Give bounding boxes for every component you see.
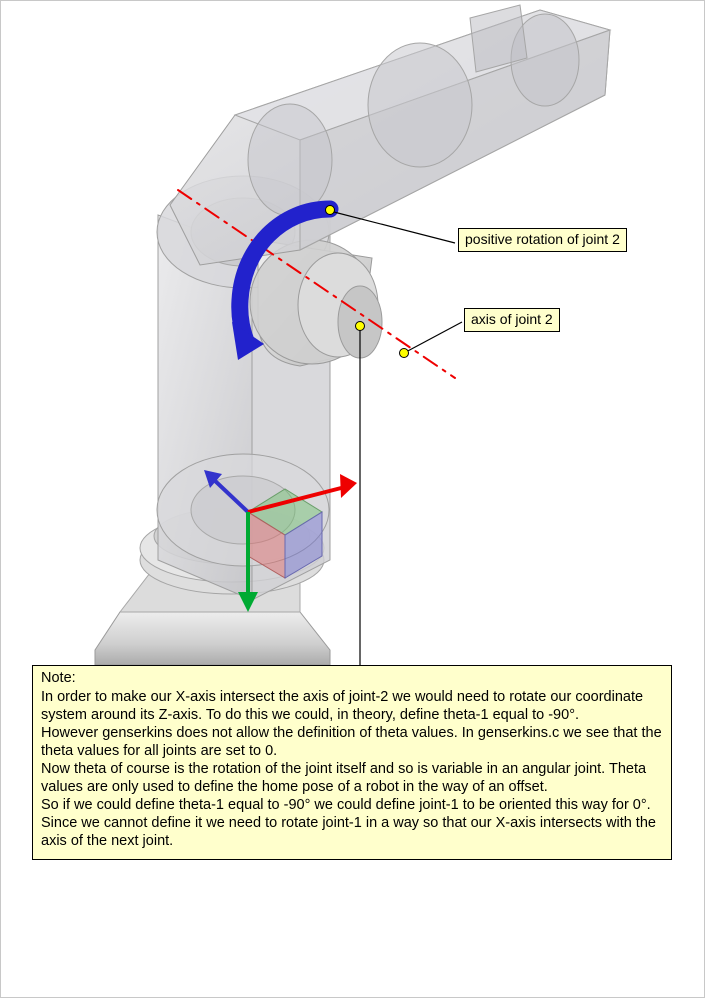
note-paragraph-1: In order to make our X-axis intersect the axis of joint-2 we would need to rotate our coordinate system around its Z-axis. To do this we could, in theory, define theta-1 equal to -90°. <box>41 688 644 723</box>
callout-positive-rotation-of-joint-2: positive rotation of joint 2 <box>458 228 627 252</box>
note-title: Note: <box>41 670 76 686</box>
note-paragraph-4: So if we could define theta-1 equal to -90° we could define joint-1 to be oriented this way for 0°. Since we cannot define it we need to rotate joint-1 in a way so that our X-axis intersects with the axis of the next joint. <box>41 796 656 849</box>
joint-2-housing <box>250 240 382 366</box>
note-box <box>32 665 672 860</box>
note-paragraph-2: However genserkins does not allow the definition of theta values. In genserkins.c we see that the theta values for all joints are set to 0. <box>41 724 662 759</box>
callout-axis-of-joint-2: axis of joint 2 <box>464 308 560 332</box>
note-paragraph-3: Now theta of course is the rotation of the joint itself and so is variable in an angular joint. Theta values are only used to define the home pose of a robot in the way of an offset. <box>41 760 647 795</box>
